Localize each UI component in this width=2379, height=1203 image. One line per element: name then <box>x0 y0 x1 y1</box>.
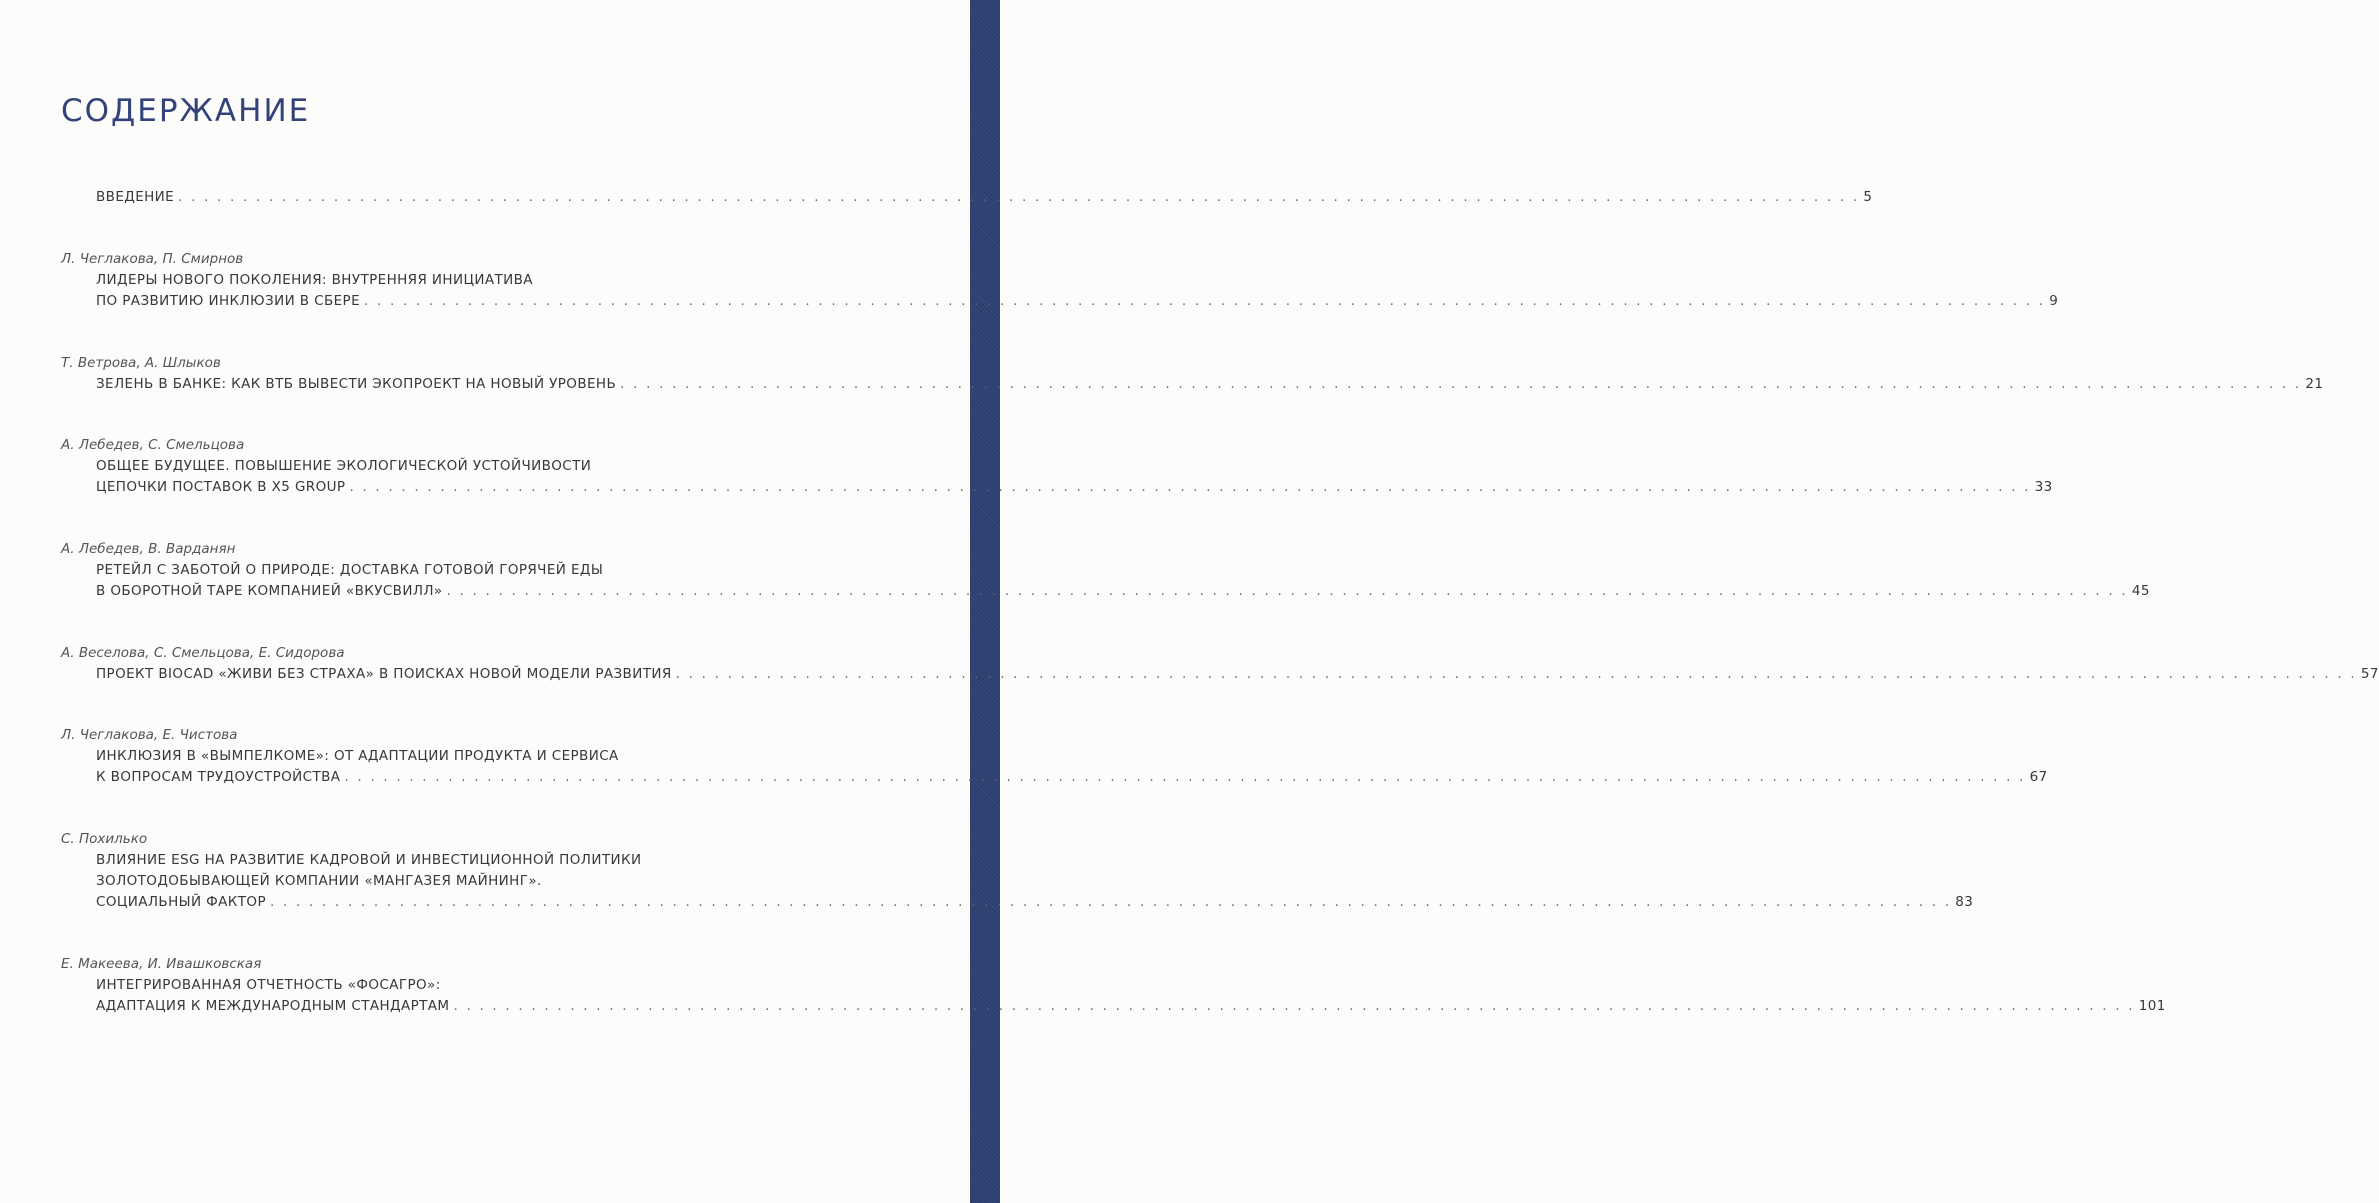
toc-entry-author: С. Похилько <box>61 831 148 847</box>
toc-entry-title: ВЛИЯНИЕ ESG НА РАЗВИТИЕ КАДРОВОЙ И ИНВЕСТИЦИОННОЙ ПОЛИТИКИ <box>96 852 642 868</box>
toc-entry-line <box>96 852 826 868</box>
toc-entry-title: ЗОЛОТОДОБЫВАЮЩЕЙ КОМПАНИИ «МАНГАЗЕЯ МАЙНИНГ». <box>96 873 542 889</box>
toc-entry-title: К ВОПРОСАМ ТРУДОУСТРОЙСТВА <box>96 769 341 785</box>
toc-entry-line <box>96 998 2166 1014</box>
toc-entry-page-number: 67 <box>2029 769 2048 785</box>
toc-entry-line <box>96 458 826 474</box>
toc-entry-page-number: 57 <box>2360 666 2379 682</box>
toc-entry-page-number: 45 <box>2131 583 2150 599</box>
toc-entry-line <box>96 272 826 288</box>
toc-entry-line <box>96 293 2059 309</box>
toc-entry-title: РЕТЕЙЛ С ЗАБОТОЙ О ПРИРОДЕ: ДОСТАВКА ГОТОВОЙ ГОРЯЧЕЙ ЕДЫ <box>96 562 604 578</box>
toc-entry-title: ИНТЕГРИРОВАННАЯ ОТЧЕТНОСТЬ «ФОСАГРО»: <box>96 977 441 993</box>
toc-entry-line <box>96 748 826 764</box>
dot-leader: . . . . . . . . . . . . . . . . . . . . . . . . . . . . . . . . . . . . . . . . . . . . . . . . . . . . . . . . . . . . . . . . . . . . . . . . . . . . . . . . . . . . . . . . . . . . . . . . . . . . . . . . . . . . . . . . . . . . . . . . . . . . . . . . . . <box>178 189 1860 205</box>
toc-entry-title: ОБЩЕЕ БУДУЩЕЕ. ПОВЫШЕНИЕ ЭКОЛОГИЧЕСКОЙ УСТОЙЧИВОСТИ <box>96 458 592 474</box>
toc-entry-author: Т. Ветрова, А. Шлыков <box>61 355 221 371</box>
dot-leader: . . . . . . . . . . . . . . . . . . . . . . . . . . . . . . . . . . . . . . . . . . . . . . . . . . . . . . . . . . . . . . . . . . . . . . . . . . . . . . . . . . . . . . . . . . . . . . . . . . . . . . . . . . . . . . . . . . . . . . . . . . . . . . . . . . <box>675 666 2357 682</box>
toc-entry-line <box>96 666 2379 682</box>
dot-leader: . . . . . . . . . . . . . . . . . . . . . . . . . . . . . . . . . . . . . . . . . . . . . . . . . . . . . . . . . . . . . . . . . . . . . . . . . . . . . . . . . . . . . . . . . . . . . . . . . . . . . . . . . . . . . . . . . . . . . . . . . . . . . . . . . . <box>453 998 2135 1014</box>
toc-entry-title: ИНКЛЮЗИЯ В «ВЫМПЕЛКОМЕ»: ОТ АДАПТАЦИИ ПРОДУКТА И СЕРВИСА <box>96 748 619 764</box>
toc-entry-page-number: 83 <box>1955 894 1974 910</box>
toc-entry-line <box>96 376 2324 392</box>
toc-entry-title: ПРОЕКТ BIOCAD «ЖИВИ БЕЗ СТРАХА» В ПОИСКАХ НОВОЙ МОДЕЛИ РАЗВИТИЯ <box>96 666 672 682</box>
toc-entry-author: Л. Чеглакова, Е. Чистова <box>61 727 238 743</box>
toc-entry-title: ЗЕЛЕНЬ В БАНКЕ: КАК ВТБ ВЫВЕСТИ ЭКОПРОЕКТ НА НОВЫЙ УРОВЕНЬ <box>96 376 617 392</box>
dot-leader: . . . . . . . . . . . . . . . . . . . . . . . . . . . . . . . . . . . . . . . . . . . . . . . . . . . . . . . . . . . . . . . . . . . . . . . . . . . . . . . . . . . . . . . . . . . . . . . . . . . . . . . . . . . . . . . . . . . . . . . . . . . . . . . . . . <box>364 293 2046 309</box>
page-title: СОДЕРЖАНИЕ <box>61 93 311 129</box>
toc-entry-line <box>96 583 2150 599</box>
toc-entry-title: ЦЕПОЧКИ ПОСТАВОК В X5 GROUP <box>96 479 346 495</box>
toc-entry-title: СОЦИАЛЬНЫЙ ФАКТОР <box>96 894 266 910</box>
dot-leader: . . . . . . . . . . . . . . . . . . . . . . . . . . . . . . . . . . . . . . . . . . . . . . . . . . . . . . . . . . . . . . . . . . . . . . . . . . . . . . . . . . . . . . . . . . . . . . . . . . . . . . . . . . . . . . . . . . . . . . . . . . . . . . . . . . <box>270 894 1952 910</box>
book-spine-edge <box>970 0 1000 1203</box>
toc-entry-line <box>96 894 1974 910</box>
toc-entry-author: А. Лебедев, В. Варданян <box>61 541 236 557</box>
toc-entry-line <box>96 479 2053 495</box>
dot-leader: . . . . . . . . . . . . . . . . . . . . . . . . . . . . . . . . . . . . . . . . . . . . . . . . . . . . . . . . . . . . . . . . . . . . . . . . . . . . . . . . . . . . . . . . . . . . . . . . . . . . . . . . . . . . . . . . . . . . . . . . . . . . . . . . . . <box>349 479 2031 495</box>
toc-entry-line <box>96 769 2048 785</box>
toc-entry-line <box>96 562 826 578</box>
toc-entry-page-number: 21 <box>2305 376 2324 392</box>
toc-entry-page-number: 5 <box>1863 189 1873 205</box>
toc-entry-line <box>96 977 826 993</box>
toc-entry-title: В ОБОРОТНОЙ ТАРЕ КОМПАНИЕЙ «ВКУСВИЛЛ» <box>96 583 443 599</box>
dot-leader: . . . . . . . . . . . . . . . . . . . . . . . . . . . . . . . . . . . . . . . . . . . . . . . . . . . . . . . . . . . . . . . . . . . . . . . . . . . . . . . . . . . . . . . . . . . . . . . . . . . . . . . . . . . . . . . . . . . . . . . . . . . . . . . . . . <box>620 376 2302 392</box>
toc-entry-author: А. Лебедев, С. Смельцова <box>61 437 245 453</box>
toc-entry-author: А. Веселова, С. Смельцова, Е. Сидорова <box>61 645 345 661</box>
toc-entry-page-number: 33 <box>2034 479 2053 495</box>
toc-entry-title: ВВЕДЕНИЕ <box>96 189 175 205</box>
toc-entry-line <box>96 189 1873 205</box>
toc-entry-author: Л. Чеглакова, П. Смирнов <box>61 251 244 267</box>
toc-entry-title: ПО РАЗВИТИЮ ИНКЛЮЗИИ В СБЕРЕ <box>96 293 361 309</box>
toc-entry-line <box>96 873 826 889</box>
toc-entry-page-number: 9 <box>2049 293 2059 309</box>
toc-entry-author: Е. Макеева, И. Ивашковская <box>61 956 262 972</box>
toc-entry-title: ЛИДЕРЫ НОВОГО ПОКОЛЕНИЯ: ВНУТРЕННЯЯ ИНИЦИАТИВА <box>96 272 533 288</box>
toc-entry-page-number: 101 <box>2138 998 2166 1014</box>
dot-leader: . . . . . . . . . . . . . . . . . . . . . . . . . . . . . . . . . . . . . . . . . . . . . . . . . . . . . . . . . . . . . . . . . . . . . . . . . . . . . . . . . . . . . . . . . . . . . . . . . . . . . . . . . . . . . . . . . . . . . . . . . . . . . . . . . . <box>446 583 2128 599</box>
toc-entry-title: АДАПТАЦИЯ К МЕЖДУНАРОДНЫМ СТАНДАРТАМ <box>96 998 450 1014</box>
dot-leader: . . . . . . . . . . . . . . . . . . . . . . . . . . . . . . . . . . . . . . . . . . . . . . . . . . . . . . . . . . . . . . . . . . . . . . . . . . . . . . . . . . . . . . . . . . . . . . . . . . . . . . . . . . . . . . . . . . . . . . . . . . . . . . . . . . <box>344 769 2026 785</box>
